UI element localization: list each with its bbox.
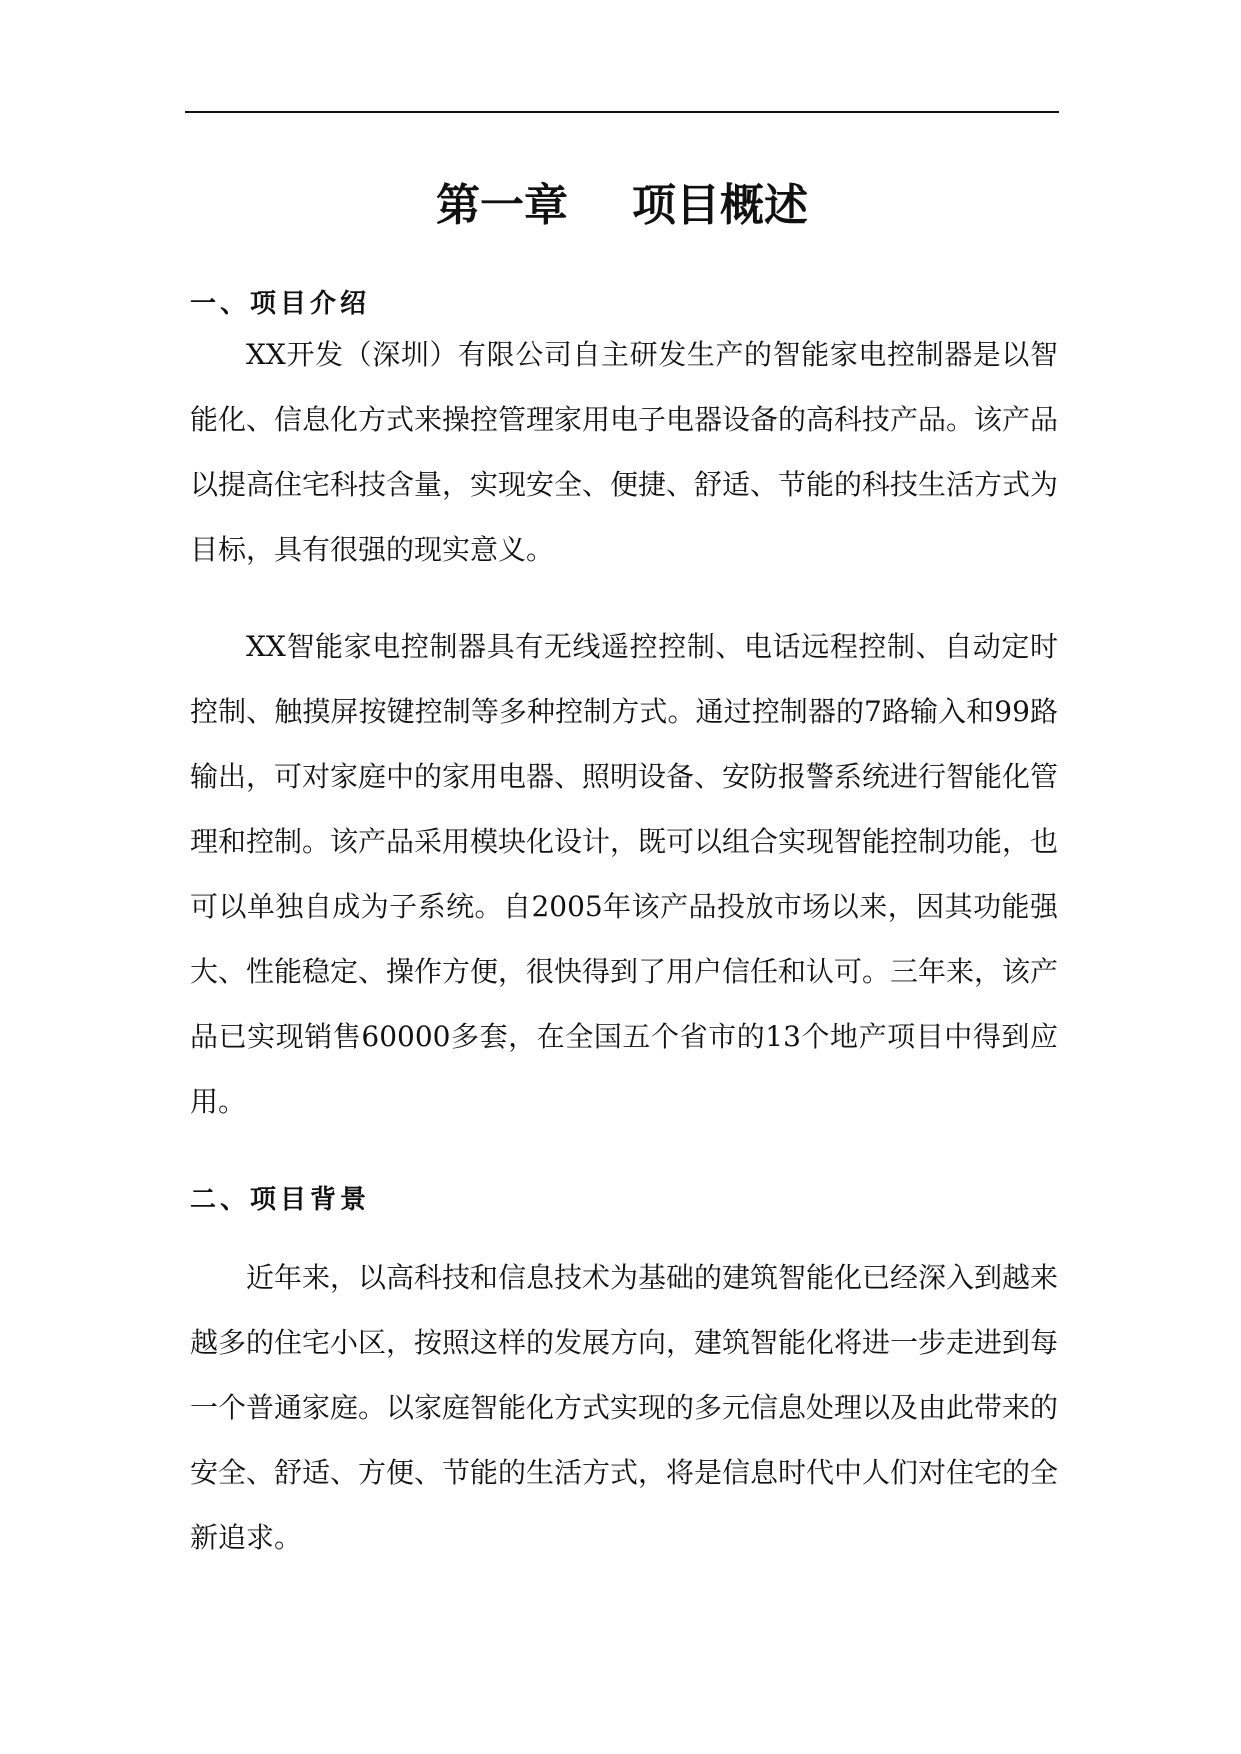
paragraph-intro-1: XX开发（深圳）有限公司自主研发生产的智能家电控制器是以智能化、信息化方式来操控管理家用电子电器设备的高科技产品。该产品以提高住宅科技含量，实现安全、便捷、舒适、节能的科技生活方式为目标，具有很强的现实意义。 xyxy=(190,338,1059,566)
chapter-name: 项目概述 xyxy=(632,180,808,231)
paragraph-intro-2: XX智能家电控制器具有无线遥控控制、电话远程控制、自动定时控制、触摸屏按键控制等多种控制方式。通过控制器的7路输入和99路输出，可对家庭中的家用电器、照明设备、安防报警系统进行智能化管理和控制。该产品采用模块化设计，既可以组合实现智能控制功能，也可以单独自成为子系统。自2005年该产品投放市场以来，因其功能强大、性能稳定、操作方便，很快得到了用户信任和认可。三年来，该产品已实现销售60000多套，在全国五个省市的13个地产项目中得到应用。 xyxy=(190,630,1059,1118)
header-rule xyxy=(185,111,1059,113)
chapter-title xyxy=(185,176,1059,236)
section-heading-background: 二、项目背景 xyxy=(190,1185,371,1215)
section-heading-intro: 一、项目介绍 xyxy=(190,289,371,319)
chapter-number: 第一章 xyxy=(436,180,568,231)
paragraph-background-1: 近年来，以高科技和信息技术为基础的建筑智能化已经深入到越来越多的住宅小区，按照这样的发展方向，建筑智能化将进一步走进到每一个普通家庭。以家庭智能化方式实现的多元信息处理以及由此带来的安全、舒适、方便、节能的生活方式，将是信息时代中人们对住宅的全新追求。 xyxy=(190,1261,1059,1554)
